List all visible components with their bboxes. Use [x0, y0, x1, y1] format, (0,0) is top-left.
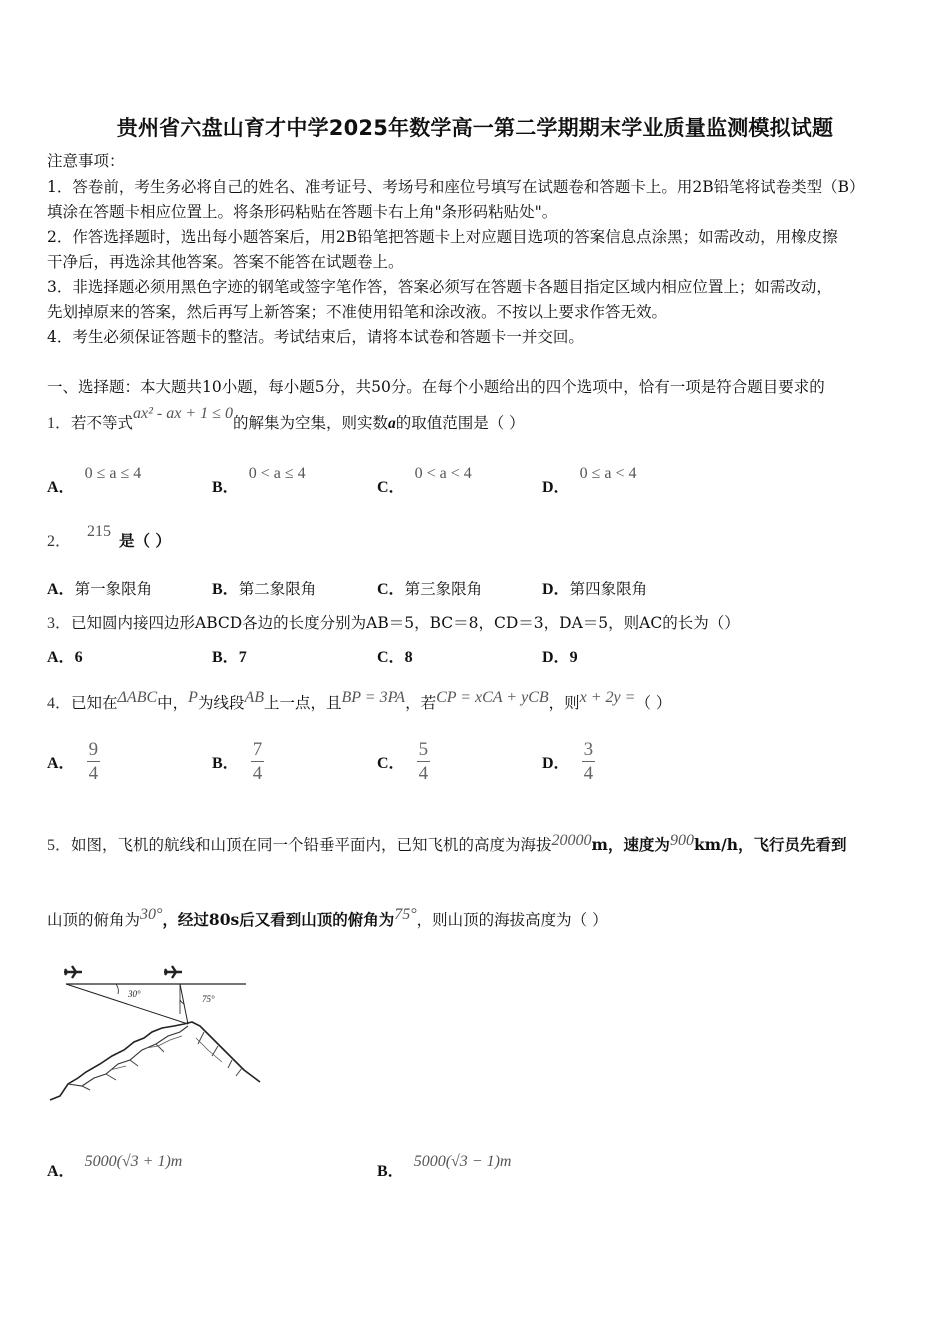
option-c[interactable] — [377, 740, 430, 783]
fraction: $\frac{5}{4}$ — [418, 739, 429, 784]
question-text: 上一点，且 — [264, 694, 342, 712]
math-variable: a — [387, 415, 396, 432]
math-expression: ΔABC — [117, 689, 158, 706]
option-expression: 0 ≤ a < 4 — [579, 465, 637, 482]
question-text: 如图，飞机的航线和山顶在同一个铅垂平面内，已知飞机的高度为海拔 — [71, 836, 552, 854]
option-expression: 5000(√3 + 1)m — [84, 1153, 183, 1170]
question-number: 3． — [47, 615, 72, 632]
angle-label: 75° — [202, 994, 215, 1004]
question-5 — [47, 832, 847, 855]
angle-label: 30° — [128, 989, 141, 999]
math-expression: 900 — [669, 832, 694, 849]
sight-line — [66, 984, 188, 1024]
math-expression: ax² - ax + 1 ≤ 0 — [133, 405, 233, 422]
option-label: C． — [377, 581, 405, 598]
option-b[interactable] — [212, 460, 306, 496]
math-expression: 75° — [394, 906, 417, 923]
option-d[interactable] — [542, 648, 578, 667]
fraction: $\frac{7}{4}$ — [252, 739, 263, 784]
question-1 — [47, 405, 525, 433]
notice-line: 干净后，再选涂其他答案。答案不能答在试题卷上。 — [47, 253, 404, 271]
option-text: 第三象限角 — [404, 580, 483, 598]
option-label: D． — [542, 755, 570, 772]
mountain-figure — [46, 960, 268, 1106]
option-text: 8 — [404, 649, 413, 666]
option-c[interactable] — [377, 580, 482, 599]
option-label: A． — [47, 581, 75, 598]
option-label: B． — [377, 1163, 404, 1180]
question-text: 已知圆内接四边形ABCD各边的长度分别为AB＝5，BC＝8，CD＝3，DA＝5，则AC的长为（） — [71, 614, 740, 632]
question-text: 的取值范围是（ ） — [395, 414, 525, 432]
page-title: 贵州省六盘山育才中学2025年数学高一第二学期期末学业质量监测模拟试题 — [116, 116, 834, 140]
math-expression: 30° — [140, 906, 163, 923]
option-a[interactable] — [47, 460, 142, 496]
notice-line: 4．考生必须保证答题卡的整洁。考试结束后，请将本试卷和答题卡一并交回。 — [47, 328, 584, 346]
option-label: B． — [212, 581, 239, 598]
question-text: 中， — [157, 694, 189, 712]
question-5-cont — [47, 906, 608, 930]
airplane-icon — [164, 966, 182, 978]
option-b[interactable] — [212, 580, 316, 599]
option-label: C． — [377, 755, 405, 772]
question-text: （ ） — [635, 694, 672, 712]
option-a[interactable] — [47, 648, 83, 667]
option-expression: 0 ≤ a ≤ 4 — [84, 465, 142, 482]
option-label: B． — [212, 755, 239, 772]
question-4 — [47, 689, 672, 713]
option-label: B． — [212, 649, 239, 666]
question-text: 已知在 — [71, 694, 118, 712]
notice-line: 先划掉原来的答案，然后再写上新答案；不准使用铅笔和涂改液。不按以上要求作答无效。 — [47, 303, 668, 321]
option-label: C． — [377, 479, 405, 496]
question-text: 若不等式 — [71, 414, 134, 432]
math-expression: x + 2y = — [579, 689, 636, 706]
airplane-icon — [64, 966, 82, 978]
option-a[interactable] — [47, 740, 100, 783]
question-text: m，速度为 — [591, 835, 670, 854]
option-label: C． — [377, 649, 405, 666]
option-d[interactable] — [542, 580, 647, 599]
option-expression: 5000(√3 − 1)m — [413, 1153, 512, 1170]
question-number: 2． — [47, 533, 72, 550]
option-text: 第二象限角 — [238, 580, 317, 598]
notice-line: 3．非选择题必须用黑色字迹的钢笔或签字笔作答，答案必须写在答题卡各题目指定区域内相应位置上；如需改动， — [47, 278, 832, 296]
option-a[interactable] — [47, 1148, 183, 1180]
question-text: km/h，飞行员先看到 — [693, 835, 847, 854]
math-expression: 215 — [87, 523, 112, 540]
option-text: 9 — [569, 649, 578, 666]
question-text: 山顶的俯角为 — [47, 911, 141, 929]
notice-heading: 注意事项： — [47, 152, 125, 170]
notice-line: 填涂在答题卡相应位置上。将条形码粘贴在答题卡右上角"条形码粘贴处"。 — [47, 203, 558, 221]
option-label: A． — [47, 1163, 75, 1180]
option-text: 7 — [238, 649, 247, 666]
question-text: ，则 — [548, 694, 580, 712]
question-number: 4． — [47, 695, 72, 712]
option-label: D． — [542, 649, 570, 666]
option-text: 第四象限角 — [569, 580, 648, 598]
question-text: ，若 — [405, 694, 437, 712]
math-expression: 20000 — [551, 832, 592, 849]
math-expression: P — [188, 689, 198, 706]
notice-line: 1．答卷前，考生务必将自己的姓名、准考证号、考场号和座位号填写在试题卷和答题卡上。用2B铅笔将试卷类型（B） — [47, 178, 865, 196]
option-c[interactable] — [377, 460, 472, 496]
option-b[interactable] — [212, 648, 247, 667]
option-label: A． — [47, 479, 75, 496]
option-expression: 0 < a < 4 — [414, 465, 472, 482]
question-number: 1． — [47, 415, 72, 432]
option-label: A． — [47, 649, 75, 666]
question-text: ，经过80s后又看到山顶的俯角为 — [162, 910, 395, 929]
option-label: D． — [542, 479, 570, 496]
option-a[interactable] — [47, 580, 152, 599]
option-label: D． — [542, 581, 570, 598]
option-d[interactable] — [542, 460, 637, 496]
mountain-shape — [50, 1022, 260, 1100]
option-expression: 0 < a ≤ 4 — [248, 465, 306, 482]
option-text: 第一象限角 — [74, 580, 153, 598]
math-expression: AB — [244, 689, 264, 706]
option-label: B． — [212, 479, 239, 496]
option-label: A． — [47, 755, 75, 772]
option-b[interactable] — [212, 740, 264, 783]
section-heading: 一、选择题：本大题共10小题，每小题5分，共50分。在每个小题给出的四个选项中，恰有一项是符合题目要求的 — [47, 378, 825, 396]
math-expression: BP = 3PA — [341, 689, 406, 706]
question-text: 是（ ） — [119, 531, 171, 550]
question-text: 为线段 — [197, 694, 245, 712]
question-text: ，则山顶的海拔高度为（ ） — [416, 911, 608, 929]
question-text: 的解集为空集，则实数 — [232, 414, 388, 432]
option-d[interactable] — [542, 740, 595, 783]
math-expression: CP = xCA + yCB — [436, 689, 549, 706]
question-2 — [47, 523, 171, 551]
option-b[interactable] — [377, 1148, 512, 1180]
notice-line: 2．作答选择题时，选出每小题答案后，用2B铅笔把答题卡上对应题目选项的答案信息点涂黑；如需改动，用橡皮擦 — [47, 228, 838, 246]
question-number: 5． — [47, 837, 72, 854]
option-text: 6 — [74, 649, 83, 666]
fraction: $\frac{3}{4}$ — [583, 739, 594, 784]
question-3 — [47, 614, 740, 633]
fraction: $\frac{9}{4}$ — [88, 739, 99, 784]
option-c[interactable] — [377, 648, 413, 667]
